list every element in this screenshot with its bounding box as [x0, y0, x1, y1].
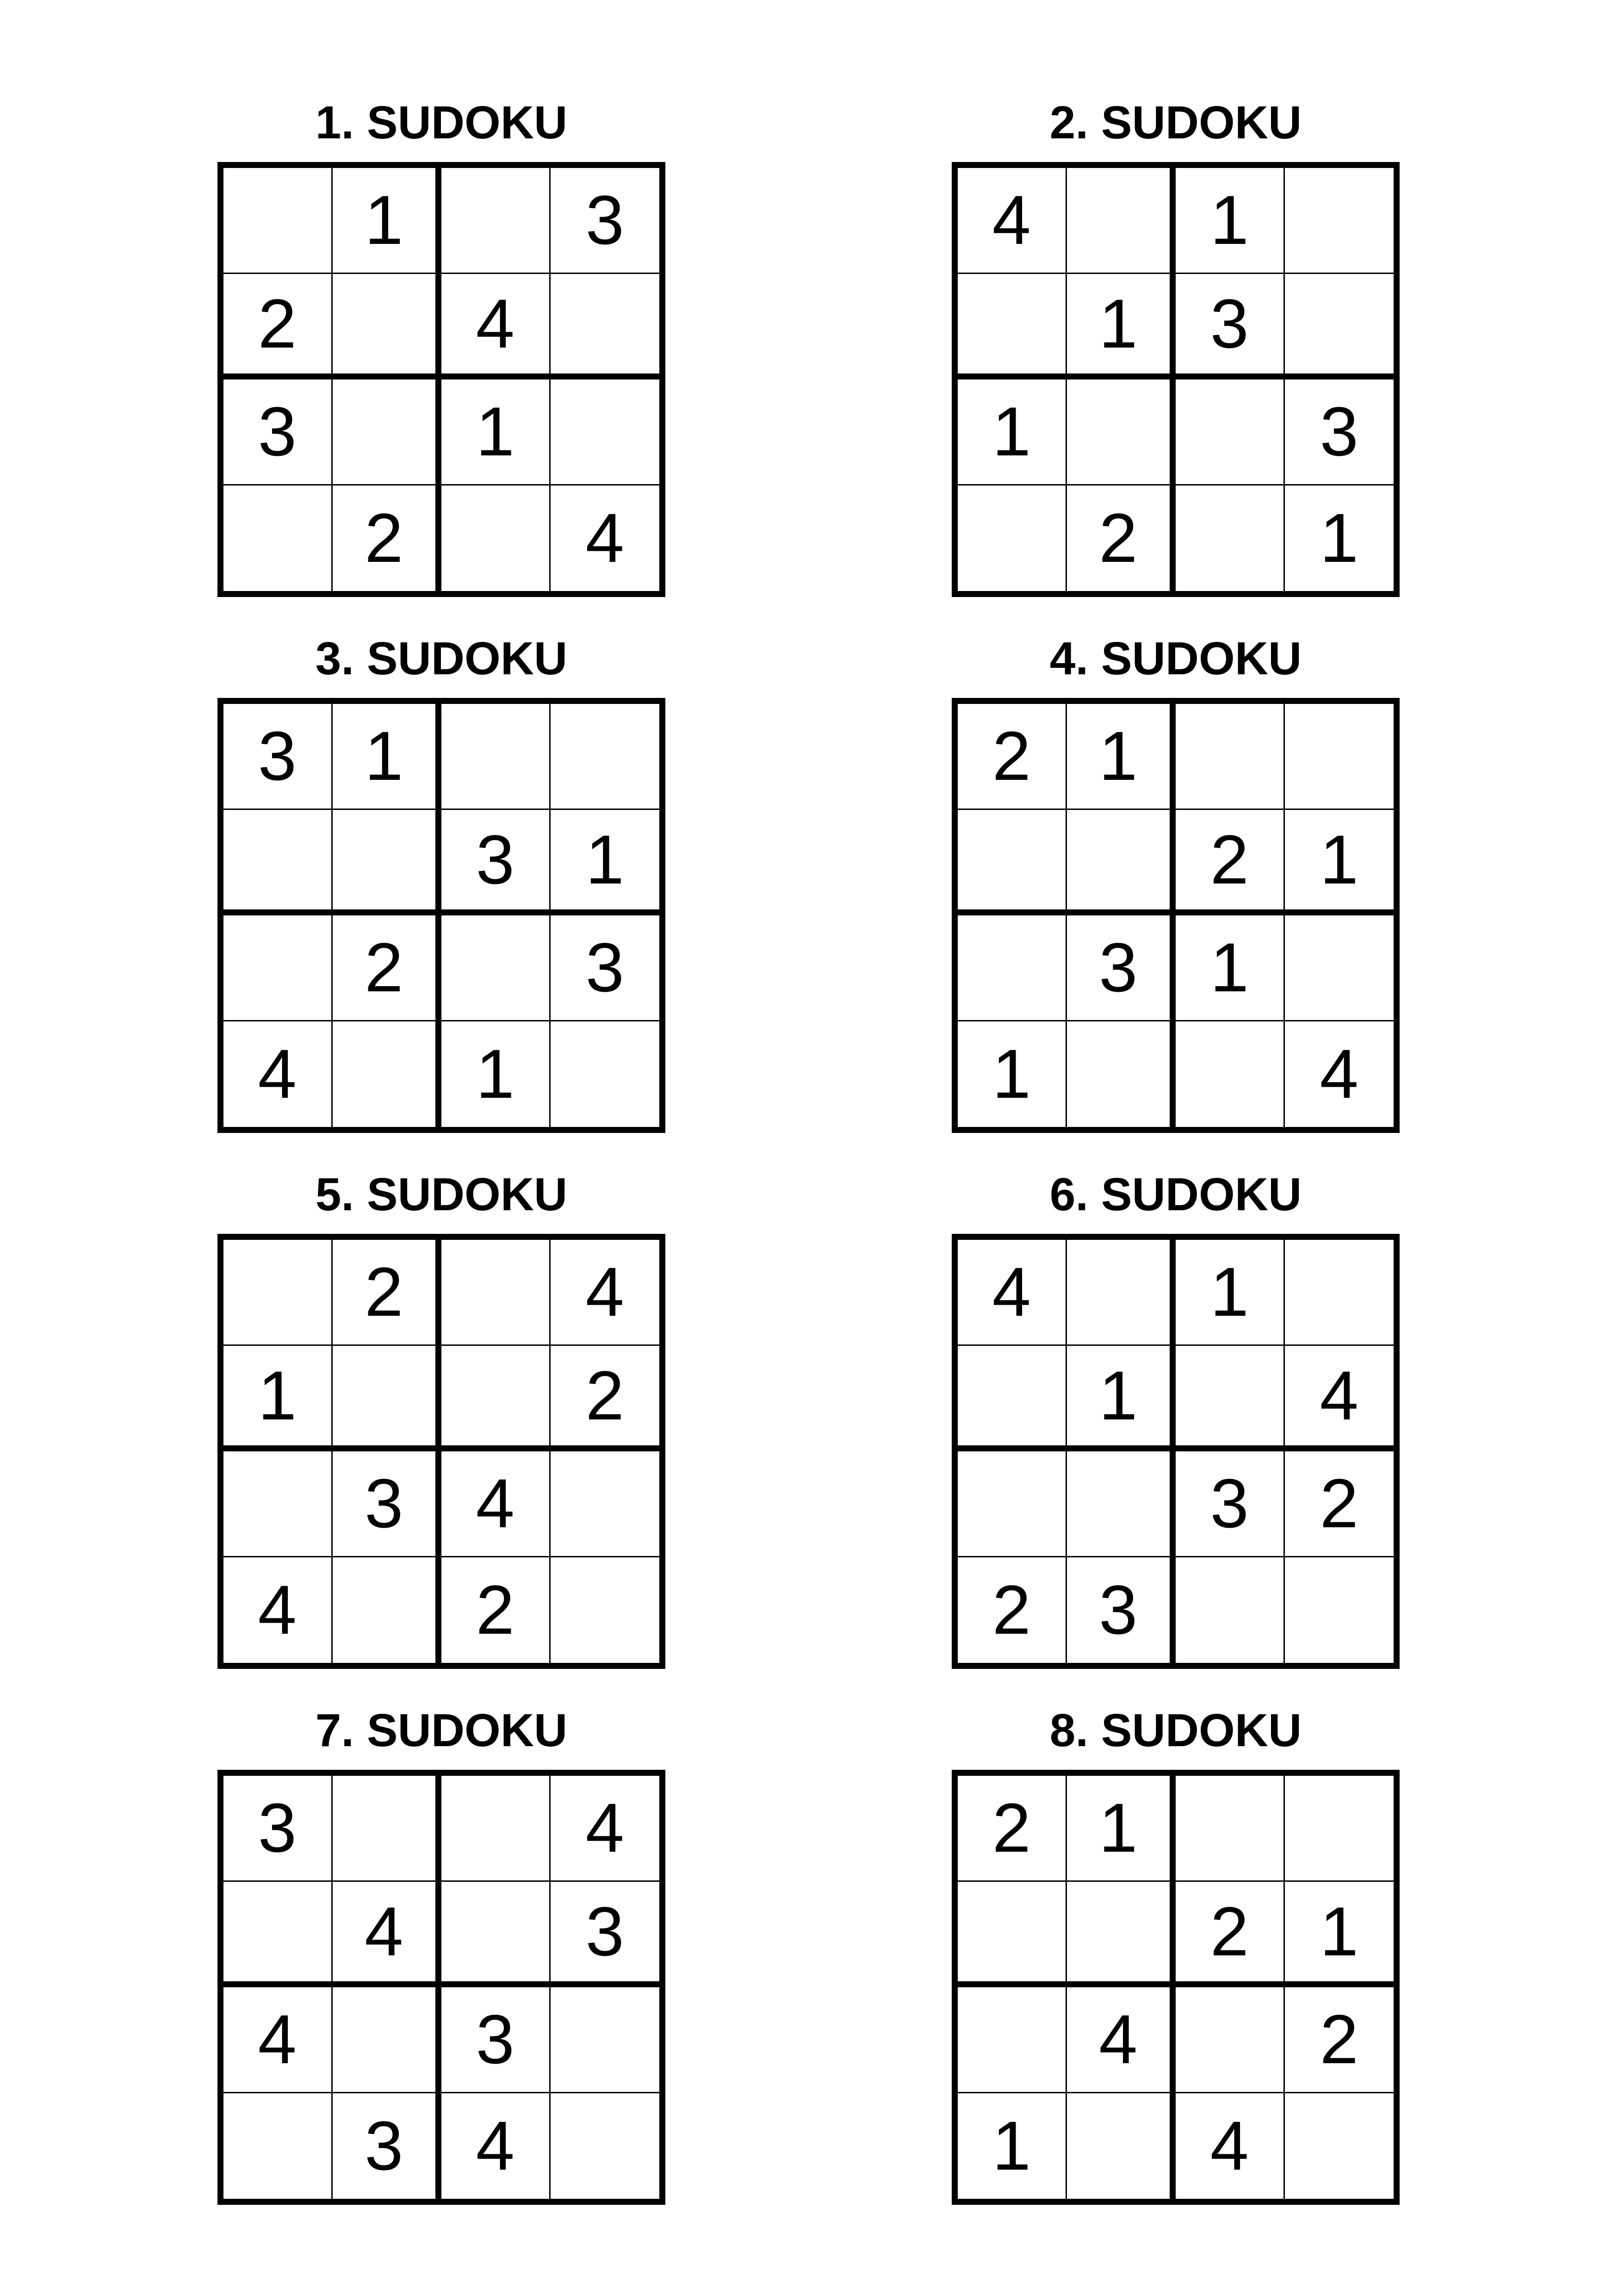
empty-cell[interactable] — [1067, 1021, 1176, 1127]
given-number-cell: 3 — [1285, 380, 1394, 485]
given-number-cell: 1 — [958, 1021, 1067, 1127]
given-number-cell: 4 — [958, 168, 1067, 274]
given-number-cell: 1 — [958, 2093, 1067, 2199]
given-number-cell: 2 — [441, 1557, 551, 1663]
empty-cell[interactable] — [223, 810, 333, 916]
empty-cell[interactable] — [441, 915, 551, 1021]
empty-cell[interactable] — [958, 485, 1067, 591]
empty-cell[interactable] — [223, 1451, 333, 1557]
given-number-cell: 1 — [1320, 499, 1358, 577]
empty-cell[interactable] — [223, 1240, 333, 1346]
puzzle-title: 6. SUDOKU — [1049, 1169, 1302, 1220]
empty-cell[interactable] — [1176, 1987, 1285, 2093]
given-number-cell: 3 — [441, 1987, 551, 2093]
given-number-cell: 1 — [1285, 810, 1394, 916]
empty-cell[interactable] — [1285, 1557, 1394, 1663]
given-number-cell: 4 — [551, 1776, 660, 1882]
given-number-cell: 3 — [551, 168, 660, 274]
given-number-cell: 1 — [958, 380, 1067, 485]
given-number-cell: 3 — [1067, 915, 1176, 1021]
sudoku-grid — [217, 1234, 665, 1669]
empty-cell[interactable] — [551, 704, 660, 810]
given-number-cell: 3 — [1176, 274, 1285, 380]
given-number-cell: 3 — [333, 2093, 442, 2199]
given-number-cell: 1 — [223, 1346, 333, 1452]
given-number-cell: 2 — [1285, 1987, 1394, 2093]
empty-cell[interactable] — [223, 168, 333, 274]
given-number-cell: 1 — [1285, 1882, 1394, 1988]
given-number-cell: 1 — [333, 704, 442, 810]
given-number-cell: 2 — [223, 274, 333, 380]
puzzle-title: 7. SUDOKU — [315, 1705, 568, 1756]
empty-cell[interactable] — [1067, 1240, 1176, 1346]
empty-cell[interactable] — [1067, 1451, 1176, 1557]
empty-cell[interactable] — [551, 1987, 660, 2093]
given-number-cell: 3 — [223, 380, 333, 485]
empty-cell[interactable] — [223, 2093, 333, 2199]
given-number-cell: 4 — [223, 1021, 333, 1127]
empty-cell[interactable] — [551, 380, 660, 485]
empty-cell[interactable] — [441, 1346, 551, 1452]
empty-cell[interactable] — [441, 485, 551, 591]
given-number-cell: 2 — [1285, 1451, 1394, 1557]
empty-cell[interactable] — [551, 1021, 660, 1127]
empty-cell[interactable] — [1067, 380, 1176, 485]
empty-cell[interactable] — [1285, 1776, 1394, 1882]
given-number-cell: 3 — [551, 1882, 660, 1988]
empty-cell[interactable] — [551, 1557, 660, 1663]
empty-cell[interactable] — [223, 485, 333, 591]
empty-cell[interactable] — [333, 1021, 442, 1127]
given-number-cell: 4 — [585, 499, 624, 577]
empty-cell[interactable] — [333, 274, 442, 380]
empty-cell[interactable] — [958, 1346, 1067, 1452]
empty-cell[interactable] — [1285, 1240, 1394, 1346]
given-number-cell: 4 — [1067, 1987, 1176, 2093]
empty-cell[interactable] — [1067, 1882, 1176, 1988]
sudoku-grid — [952, 698, 1400, 1133]
empty-cell[interactable] — [333, 810, 442, 916]
given-number-cell: 1 — [1067, 1776, 1176, 1882]
given-number-cell: 2 — [958, 1776, 1067, 1882]
given-number-cell: 2 — [333, 485, 442, 591]
puzzle-title: 8. SUDOKU — [1049, 1705, 1302, 1756]
empty-cell[interactable] — [1176, 380, 1285, 485]
given-number-cell: 4 — [441, 1451, 551, 1557]
empty-cell[interactable] — [1176, 1021, 1285, 1127]
given-number-cell: 2 — [333, 1240, 442, 1346]
given-number-cell: 4 — [1176, 2093, 1285, 2199]
empty-cell[interactable] — [551, 274, 660, 380]
given-number-cell: 3 — [223, 704, 333, 810]
given-number-cell: 3 — [551, 915, 660, 1021]
empty-cell[interactable] — [333, 1776, 442, 1882]
given-number-cell: 4 — [223, 1987, 333, 2093]
empty-cell[interactable] — [958, 810, 1067, 916]
empty-cell[interactable] — [1176, 704, 1285, 810]
puzzle-title: 1. SUDOKU — [315, 97, 568, 149]
empty-cell[interactable] — [1285, 915, 1394, 1021]
puzzle-title: 3. SUDOKU — [315, 633, 568, 684]
empty-cell[interactable] — [958, 915, 1067, 1021]
given-number-cell: 4 — [958, 1240, 1067, 1346]
given-number-cell: 3 — [1176, 1451, 1285, 1557]
empty-cell[interactable] — [1176, 1557, 1285, 1663]
given-number-cell: 1 — [333, 168, 442, 274]
empty-cell[interactable] — [958, 1451, 1067, 1557]
given-number-cell: 1 — [441, 1021, 551, 1127]
sudoku-grid — [217, 1770, 665, 2205]
given-number-cell: 1 — [1176, 1240, 1285, 1346]
empty-cell[interactable] — [1067, 2093, 1176, 2199]
given-number-cell: 1 — [1176, 915, 1285, 1021]
sudoku-grid — [952, 1770, 1400, 2205]
given-number-cell: 2 — [333, 915, 442, 1021]
puzzle-title: 4. SUDOKU — [1049, 633, 1302, 684]
empty-cell[interactable] — [958, 1882, 1067, 1988]
empty-cell[interactable] — [441, 1776, 551, 1882]
given-number-cell: 2 — [551, 1346, 660, 1452]
given-number-cell: 4 — [333, 1882, 442, 1988]
given-number-cell: 1 — [1067, 1346, 1176, 1452]
empty-cell[interactable] — [441, 1240, 551, 1346]
sudoku-grid — [952, 162, 1400, 597]
sudoku-grid — [217, 698, 665, 1133]
empty-cell[interactable] — [441, 704, 551, 810]
given-number-cell: 1 — [1067, 704, 1176, 810]
empty-cell[interactable] — [223, 1882, 333, 1988]
empty-cell[interactable] — [1176, 485, 1285, 591]
empty-cell[interactable] — [223, 915, 333, 1021]
given-number-cell: 3 — [223, 1776, 333, 1882]
empty-cell[interactable] — [441, 1882, 551, 1988]
given-number-cell: 1 — [1067, 274, 1176, 380]
empty-cell[interactable] — [333, 380, 442, 485]
given-number-cell: 4 — [223, 1557, 333, 1663]
empty-cell[interactable] — [551, 2093, 660, 2199]
empty-cell[interactable] — [441, 168, 551, 274]
given-number-cell: 1 — [441, 380, 551, 485]
sudoku-grid — [217, 162, 665, 597]
empty-cell[interactable] — [1285, 704, 1394, 810]
empty-cell[interactable] — [333, 1987, 442, 2093]
puzzle-title: 2. SUDOKU — [1049, 97, 1302, 149]
empty-cell[interactable] — [1176, 1776, 1285, 1882]
empty-cell[interactable] — [958, 274, 1067, 380]
empty-cell[interactable] — [1285, 2093, 1394, 2199]
given-number-cell: 1 — [551, 810, 660, 916]
given-number-cell: 2 — [1176, 1882, 1285, 1988]
given-number-cell: 4 — [551, 1240, 660, 1346]
empty-cell[interactable] — [551, 1451, 660, 1557]
empty-cell[interactable] — [1067, 168, 1176, 274]
empty-cell[interactable] — [333, 1557, 442, 1663]
given-number-cell: 2 — [1176, 810, 1285, 916]
empty-cell[interactable] — [958, 1987, 1067, 2093]
given-number-cell: 1 — [1176, 168, 1285, 274]
given-number-cell: 4 — [1285, 1346, 1394, 1452]
given-number-cell: 3 — [441, 810, 551, 916]
empty-cell[interactable] — [1067, 810, 1176, 916]
given-number-cell: 2 — [958, 1557, 1067, 1663]
empty-cell[interactable] — [1285, 168, 1394, 274]
given-number-cell: 3 — [333, 1451, 442, 1557]
given-number-cell: 4 — [441, 274, 551, 380]
given-number-cell: 2 — [958, 704, 1067, 810]
empty-cell[interactable] — [1285, 274, 1394, 380]
puzzle-title: 5. SUDOKU — [315, 1169, 568, 1220]
given-number-cell: 2 — [1067, 485, 1176, 591]
empty-cell[interactable] — [333, 1346, 442, 1452]
given-number-cell: 3 — [1067, 1557, 1176, 1663]
sudoku-grid — [952, 1234, 1400, 1669]
empty-cell[interactable] — [1176, 1346, 1285, 1452]
given-number-cell: 4 — [441, 2093, 551, 2199]
given-number-cell: 4 — [1320, 1035, 1358, 1113]
